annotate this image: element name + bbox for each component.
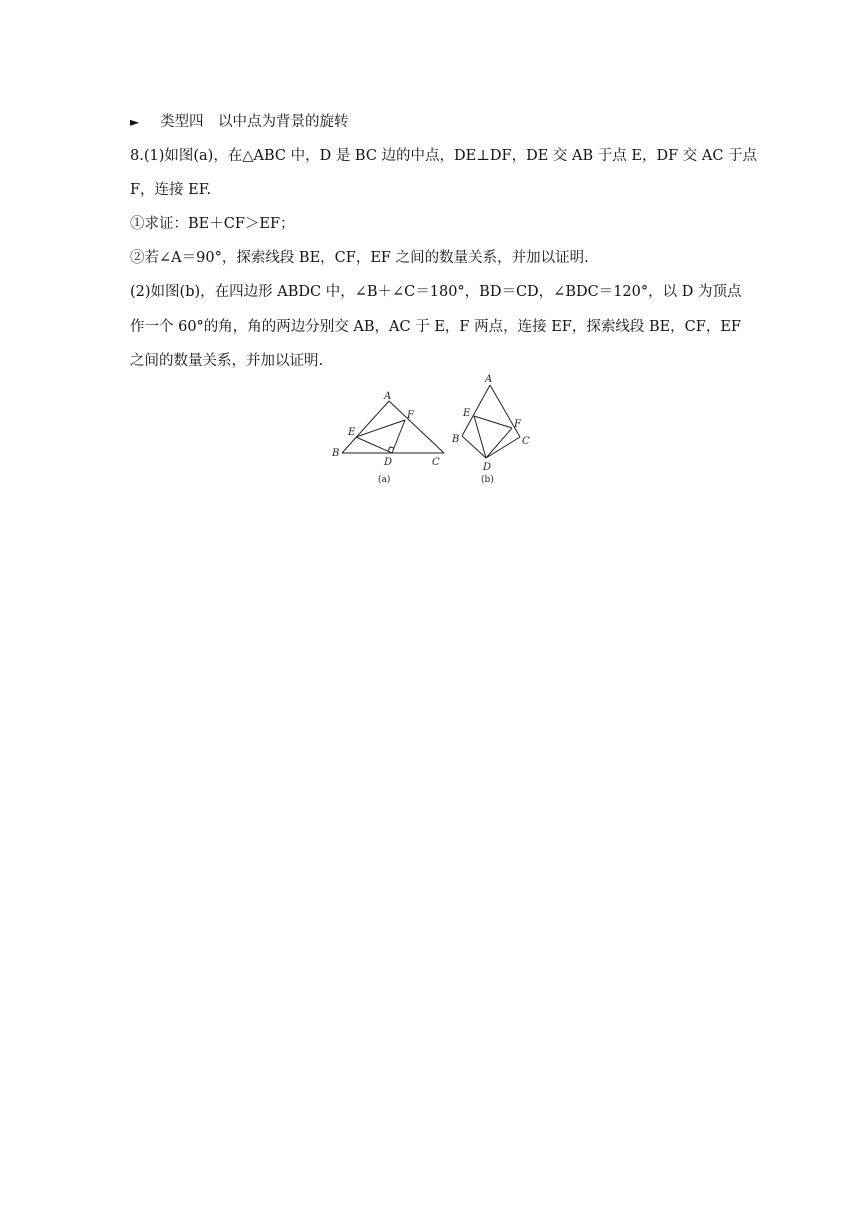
label-f-a: F xyxy=(407,410,414,421)
label-c-a: C xyxy=(432,457,440,468)
label-a-a: A xyxy=(384,391,392,402)
label-d-a: D xyxy=(384,457,393,468)
figure-a xyxy=(342,401,444,453)
label-d-b: D xyxy=(483,462,492,473)
label-c-b: C xyxy=(522,436,530,447)
segment-df-b xyxy=(486,428,512,458)
triangle-marker-icon: ► xyxy=(130,115,140,129)
segment-cd-b xyxy=(486,437,520,458)
label-b-a: B xyxy=(332,448,340,459)
caption-b: (b) xyxy=(481,475,494,485)
label-e-b: E xyxy=(463,408,471,419)
geometry-figures xyxy=(326,370,536,490)
segment-ef-b xyxy=(474,416,512,428)
problem-line-1: 8.(1)如图(a)，在△ABC 中，D 是 BC 边的中点，DE⊥DF，DE 交 AB 于点 E，DF 交 AC 于点 xyxy=(130,148,758,164)
problem-line-2: F，连接 EF. xyxy=(130,182,212,198)
segment-ef-a xyxy=(356,420,405,437)
problem-line-4: ②若∠A＝90°，探索线段 BE，CF，EF 之间的数量关系，并加以证明. xyxy=(130,250,589,266)
label-f-b: F xyxy=(514,419,521,430)
figure-a-labels xyxy=(331,391,440,468)
figures-svg xyxy=(326,370,536,490)
figure-b-labels xyxy=(451,374,530,473)
section-heading xyxy=(130,112,349,132)
label-a-b: A xyxy=(485,374,493,385)
figure-b xyxy=(462,385,520,458)
section-title: 类型四 以中点为背景的旋转 xyxy=(160,114,349,130)
segment-ac-a xyxy=(389,401,444,453)
problem-line-5: (2)如图(b)，在四边形 ABDC 中，∠B＋∠C＝180°，BD＝CD，∠BDC＝120°，以 D 为顶点 xyxy=(130,284,742,300)
label-b-b: B xyxy=(452,434,460,445)
problem-line-3: ①求证：BE＋CF＞EF； xyxy=(130,216,295,232)
label-e-a: E xyxy=(348,427,356,438)
segment-de-a xyxy=(356,437,392,453)
caption-a: (a) xyxy=(378,475,391,485)
problem-line-6: 作一个 60°的角，角的两边分别交 AB，AC 于 E，F 两点，连接 EF，探索线段 BE，CF，EF xyxy=(130,319,741,335)
segment-de-b xyxy=(474,416,486,458)
problem-line-7: 之间的数量关系，并加以证明. xyxy=(130,353,324,369)
